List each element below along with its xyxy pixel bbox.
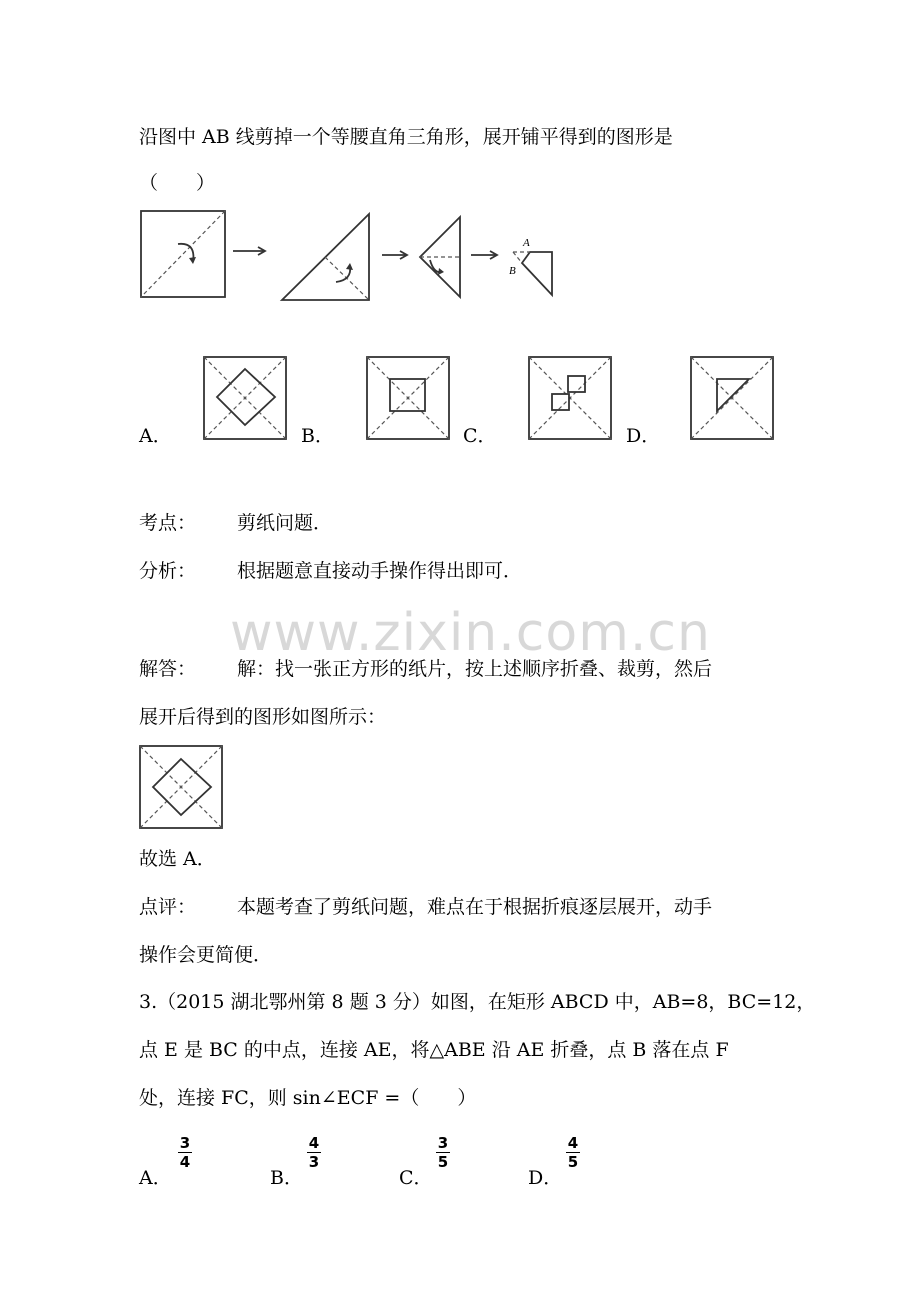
fold-arrow-icon bbox=[189, 257, 196, 264]
fenxi-label: 分析： bbox=[139, 560, 197, 582]
q3-option-c-label[interactable]: C． bbox=[399, 1167, 433, 1189]
q3-option-a-fraction[interactable] bbox=[178, 1135, 192, 1170]
dianping-text-1: 本题考查了剪纸问题，难点在于根据折痕逐层展开，动手 bbox=[237, 896, 713, 918]
q3-option-b-label[interactable]: B． bbox=[270, 1167, 303, 1189]
question-3-line3: 处，连接 FC，则 sin∠ECF =（ ） bbox=[139, 1087, 477, 1109]
label-a: A bbox=[523, 237, 530, 249]
denominator: 4 bbox=[179, 1153, 191, 1171]
option-b-figure[interactable] bbox=[365, 355, 451, 441]
option-c-figure[interactable] bbox=[527, 355, 613, 441]
q3-option-d-fraction[interactable] bbox=[566, 1135, 580, 1170]
numerator: 3 bbox=[179, 1134, 191, 1152]
fold-arrow-icon bbox=[438, 268, 444, 275]
fold-arrow-icon bbox=[346, 263, 353, 270]
dianping-row bbox=[139, 892, 712, 922]
jieda-text-2: 展开后得到的图形如图所示： bbox=[139, 706, 387, 728]
question-2-stem-line2: （ ） bbox=[139, 172, 216, 194]
jieda-label: 解答： bbox=[139, 658, 197, 680]
denominator: 3 bbox=[308, 1153, 320, 1171]
kaodian-row bbox=[139, 508, 332, 538]
q3-option-d-label[interactable]: D． bbox=[528, 1167, 563, 1189]
fold-step1-square bbox=[141, 211, 225, 297]
fenxi-row bbox=[139, 556, 522, 586]
fold-step3-triangle bbox=[420, 217, 460, 297]
denominator: 5 bbox=[567, 1153, 579, 1171]
kaodian-label: 考点： bbox=[139, 512, 197, 534]
numerator: 4 bbox=[567, 1134, 579, 1152]
q3-option-c-fraction[interactable] bbox=[436, 1135, 450, 1170]
kaodian-text: 剪纸问题． bbox=[237, 512, 333, 534]
conclusion: 故选 A． bbox=[139, 848, 216, 870]
denominator: 5 bbox=[437, 1153, 449, 1171]
option-d-figure[interactable] bbox=[689, 355, 775, 441]
question-3-line1: 3.（2015 湖北鄂州第 8 题 3 分）如图，在矩形 ABCD 中，AB=8，BC=12， bbox=[139, 991, 816, 1013]
option-a-label[interactable]: A． bbox=[139, 425, 172, 447]
option-a-figure[interactable] bbox=[202, 355, 288, 441]
answer-figure bbox=[138, 744, 224, 830]
label-b: B bbox=[509, 265, 516, 277]
option-b-label[interactable]: B． bbox=[301, 425, 334, 447]
dianping-text-2: 操作会更简便． bbox=[139, 944, 273, 966]
watermark: www.zixin.com.cn bbox=[230, 603, 711, 663]
numerator: 3 bbox=[437, 1134, 449, 1152]
question-3-line2: 点 E 是 BC 的中点，连接 AE，将△ABE 沿 AE 折叠，点 B 落在点 F bbox=[139, 1039, 729, 1061]
folding-process-figure bbox=[138, 208, 568, 304]
jieda-row bbox=[139, 654, 712, 684]
fold-step4-piece bbox=[522, 252, 552, 295]
jieda-text-1: 解：找一张正方形的纸片，按上述顺序折叠、裁剪，然后 bbox=[237, 658, 713, 680]
q3-option-b-fraction[interactable] bbox=[307, 1135, 321, 1170]
fenxi-text: 根据题意直接动手操作得出即可． bbox=[237, 560, 523, 582]
question-2-stem-line1: 沿图中 AB 线剪掉一个等腰直角三角形，展开铺平得到的图形是 bbox=[139, 126, 673, 148]
dianping-label: 点评： bbox=[139, 896, 197, 918]
q3-option-a-label[interactable]: A． bbox=[139, 1167, 172, 1189]
option-c-label[interactable]: C． bbox=[463, 425, 497, 447]
option-d-label[interactable]: D． bbox=[626, 425, 661, 447]
numerator: 4 bbox=[308, 1134, 320, 1152]
